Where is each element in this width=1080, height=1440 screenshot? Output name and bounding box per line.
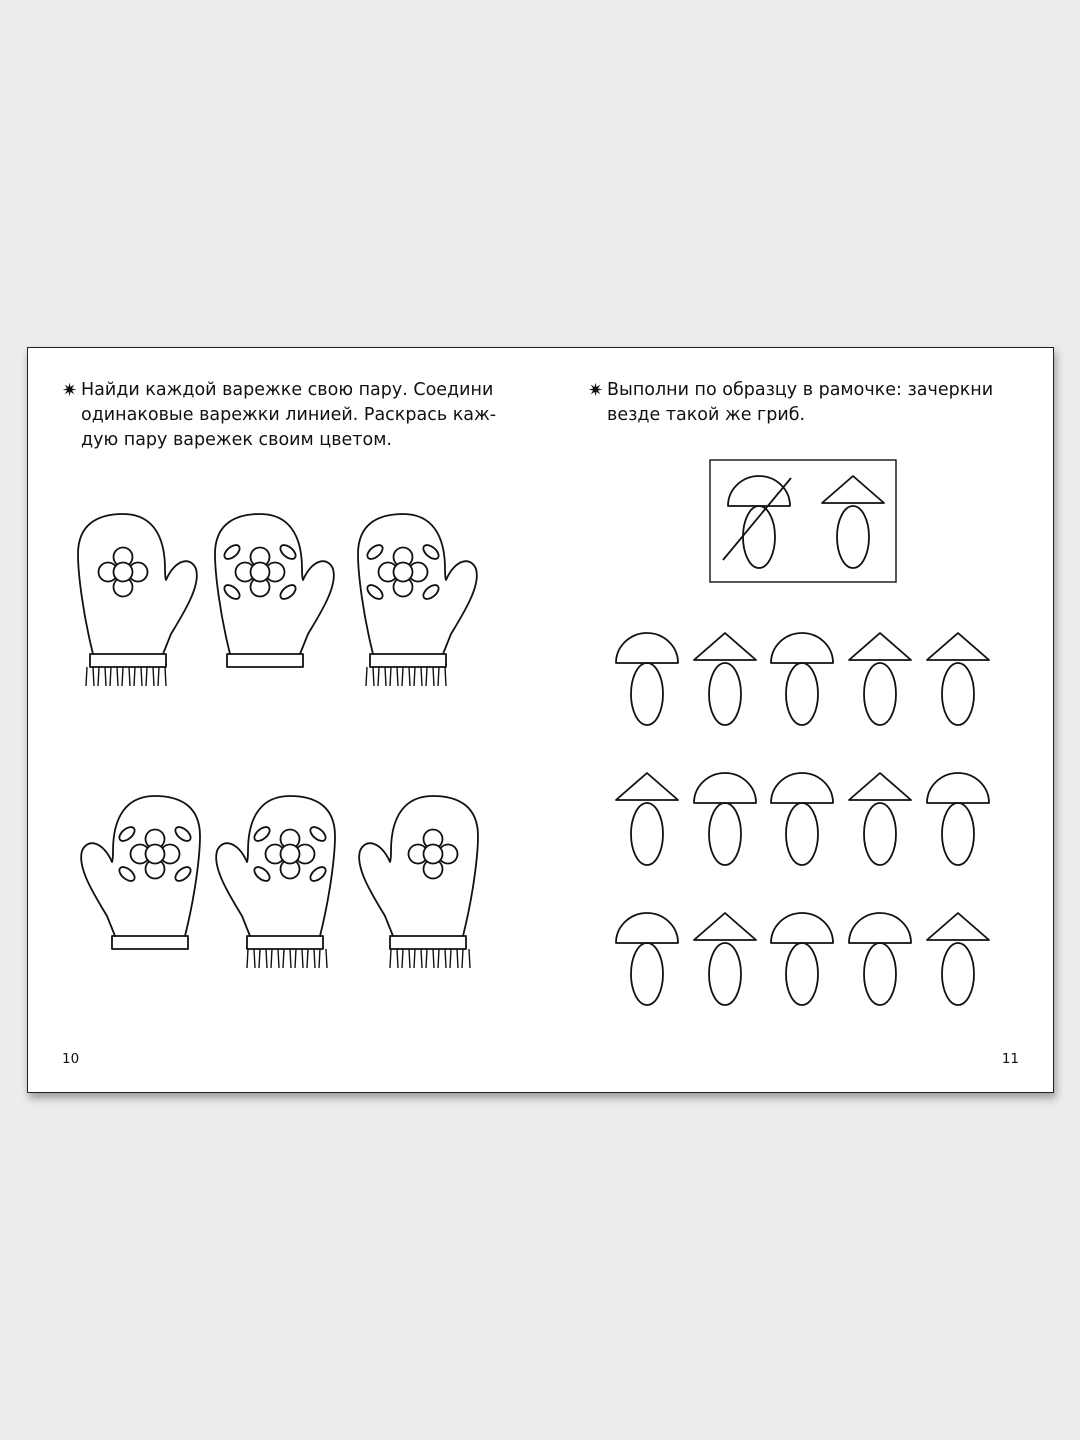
sample-mushroom-other	[822, 476, 884, 568]
mitten-bottom-3	[359, 796, 478, 968]
mushroom-r1-c3	[771, 633, 833, 725]
mushroom-r1-c4	[849, 633, 911, 725]
mushroom-r3-c4	[849, 913, 911, 1005]
star-bullet-icon: ✷	[588, 380, 604, 401]
mitten-bottom-2	[216, 796, 335, 968]
mushroom-r3-c2	[694, 913, 756, 1005]
worksheet-illustrations	[28, 348, 1053, 1092]
mushroom-r3-c3	[771, 913, 833, 1005]
sample-box	[710, 460, 896, 582]
mitten-top-2	[215, 514, 334, 667]
mushroom-r2-c2	[694, 773, 756, 865]
mushroom-r3-c5	[927, 913, 989, 1005]
page-number-right: 11	[1001, 1051, 1019, 1067]
mushroom-r2-c3	[771, 773, 833, 865]
page-number-left: 10	[62, 1051, 80, 1067]
mushroom-r1-c5	[927, 633, 989, 725]
mushroom-r2-c4	[849, 773, 911, 865]
left-task-text: Найди каждой варежке свою пару. Соедини одинаковые варежки линией. Раскрась каж- дую пару варежек своим цветом.	[81, 380, 497, 450]
mushroom-r3-c1	[616, 913, 678, 1005]
star-bullet-icon: ✷	[62, 380, 78, 401]
mushroom-r1-c1	[616, 633, 678, 725]
right-task-text: Выполни по образцу в рамочке: зачеркни везде такой же гриб.	[607, 380, 994, 425]
book-spread	[27, 347, 1054, 1093]
mushroom-r2-c5	[927, 773, 989, 865]
mitten-top-3	[358, 514, 477, 686]
mushroom-r1-c2	[694, 633, 756, 725]
mushroom-r2-c1	[616, 773, 678, 865]
mitten-bottom-1	[81, 796, 200, 949]
mitten-top-1	[78, 514, 197, 686]
